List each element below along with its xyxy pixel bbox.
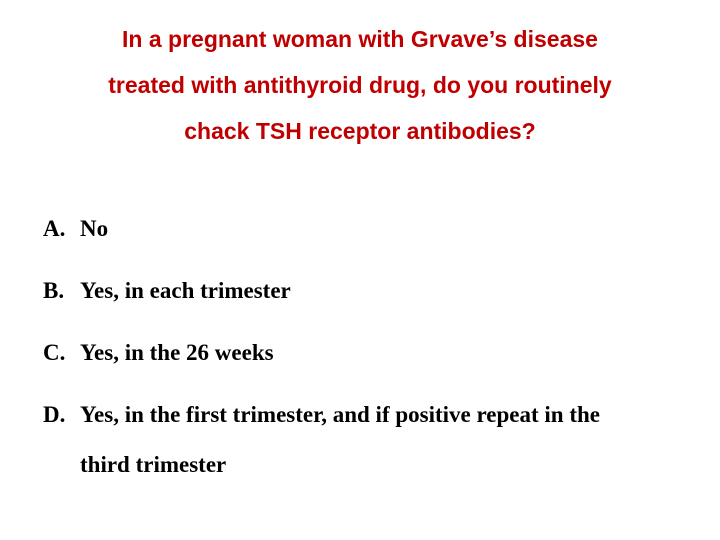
option-letter: C. <box>43 340 66 365</box>
answer-options <box>43 208 683 510</box>
option-a[interactable] <box>43 208 683 250</box>
question-line: chack TSH receptor antibodies? <box>184 118 536 144</box>
question-line: In a pregnant woman with Grvave’s disease <box>122 26 598 52</box>
question-line: treated with antithyroid drug, do you routinely <box>108 72 612 98</box>
option-d[interactable] <box>43 394 683 490</box>
option-text <box>80 390 683 490</box>
option-text: No <box>80 216 109 241</box>
option-letter: D. <box>43 402 66 427</box>
option-text: Yes, in each trimester <box>80 278 291 303</box>
option-c[interactable] <box>43 332 683 374</box>
question-text <box>30 16 690 154</box>
option-b[interactable] <box>43 270 683 312</box>
option-letter: B. <box>43 278 65 303</box>
option-text-line: Yes, in the first trimester, and if positive repeat in the <box>80 402 600 427</box>
option-text: Yes, in the 26 weeks <box>80 340 274 365</box>
option-text-line: third trimester <box>80 452 227 477</box>
option-letter: A. <box>43 216 66 241</box>
